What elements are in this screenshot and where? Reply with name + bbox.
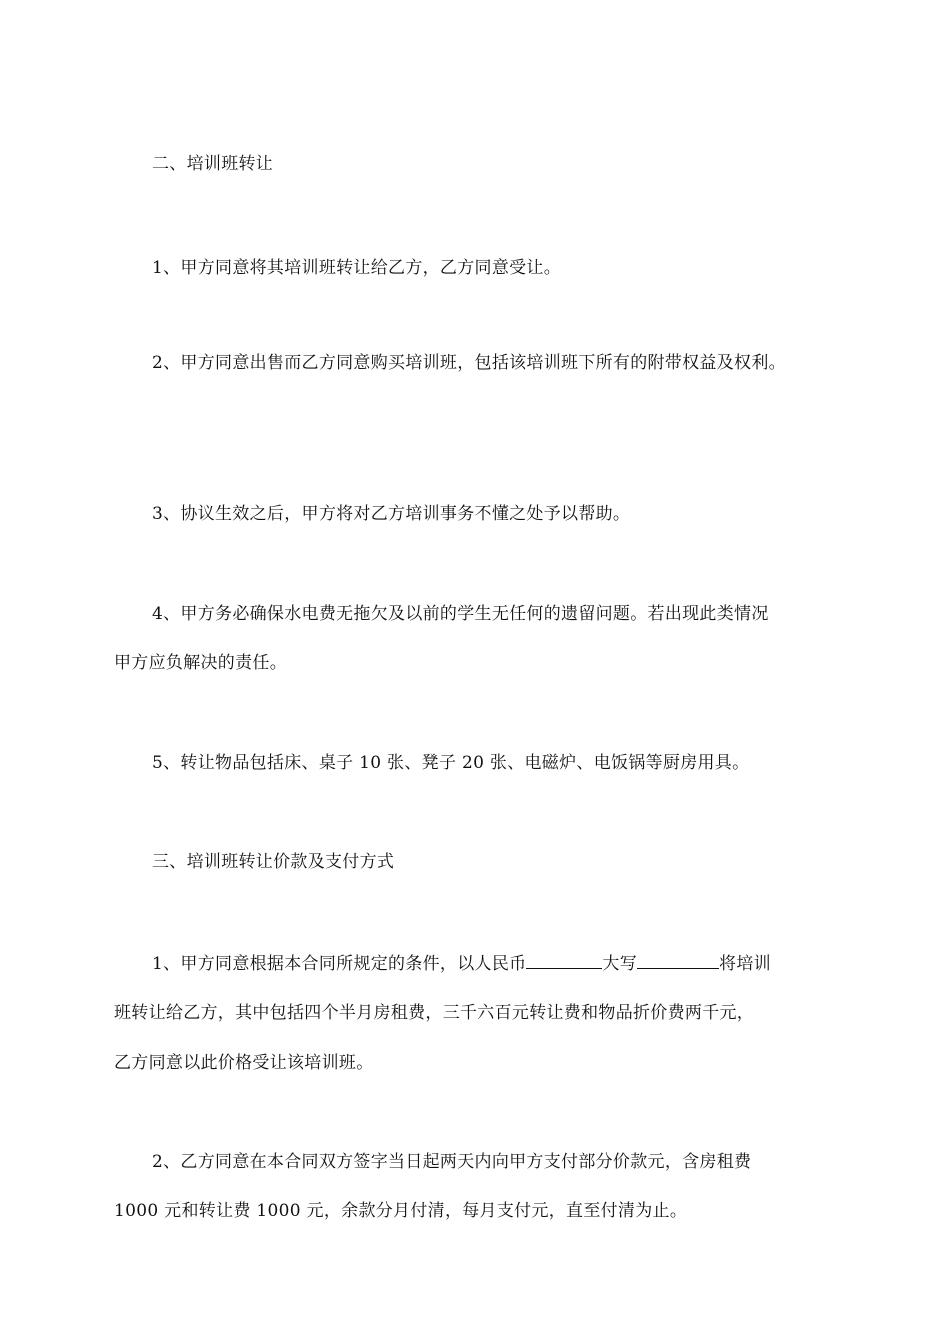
clause-3-1-line3: 乙方同意以此价格受让该培训班。 [114, 1053, 374, 1073]
clause-3-1-text-b: 大写 [602, 954, 638, 974]
clause-3-1-line2: 班转让给乙方，其中包括四个半月房租费，三千六百元转让费和物品折价费两千元， [114, 1003, 755, 1023]
amount-in-words-blank-field [637, 950, 719, 969]
clause-2-4-line2: 甲方应负解决的责任。 [114, 653, 287, 673]
amount-blank-field [526, 950, 602, 969]
clause-2-2: 2、甲方同意出售而乙方同意购买培训班，包括该培训班下所有的附带权益及权利。 [152, 353, 786, 373]
clause-3-2-line1: 2、乙方同意在本合同双方签字当日起两天内向甲方支付部分价款元，含房租费 [152, 1152, 752, 1172]
clause-3-2-line2: 1000 元和转让费 1000 元，余款分月付清，每月支付元，直至付清为止。 [114, 1201, 688, 1221]
clause-2-4-line1: 4、甲方务必确保水电费无拖欠及以前的学生无任何的遗留问题。若出现此类情况 [152, 604, 769, 624]
clause-2-5: 5、转让物品包括床、桌子 10 张、凳子 20 张、电磁炉、电饭锅等厨房用具。 [152, 753, 750, 773]
section-heading-transfer: 二、培训班转让 [152, 154, 274, 174]
clause-3-1-text-c: 将培训 [719, 954, 771, 974]
clause-2-1: 1、甲方同意将其培训班转让给乙方，乙方同意受让。 [152, 258, 562, 278]
section-heading-price-payment: 三、培训班转让价款及支付方式 [152, 852, 395, 872]
clause-3-1-text-a: 1、甲方同意根据本合同所规定的条件，以人民币 [152, 954, 527, 974]
clause-2-3: 3、协议生效之后，甲方将对乙方培训事务不懂之处予以帮助。 [152, 504, 631, 524]
clause-3-1-line1 [152, 950, 771, 976]
